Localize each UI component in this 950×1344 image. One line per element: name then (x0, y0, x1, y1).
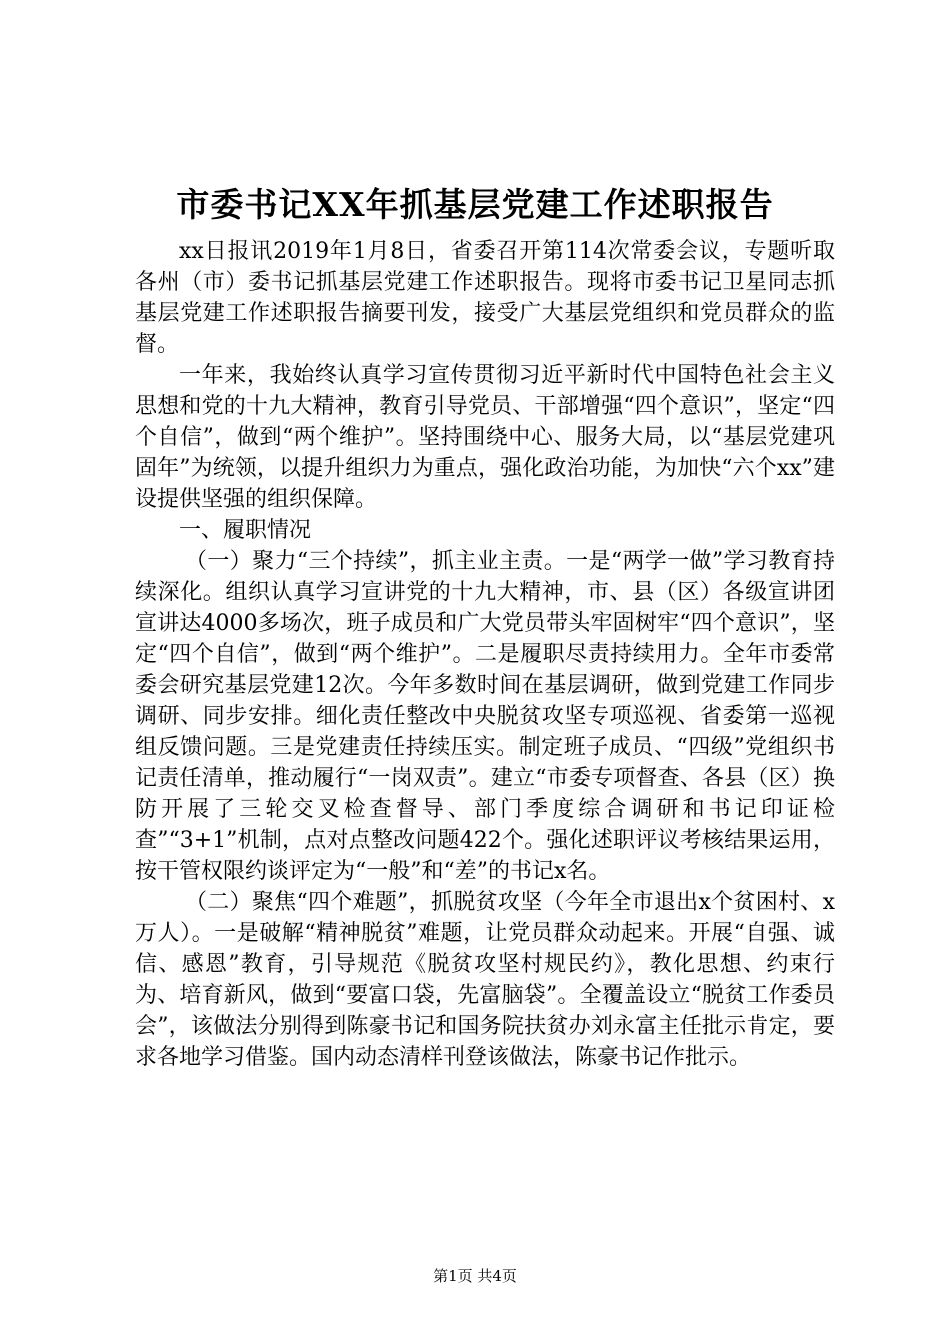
paragraph-section-one: （一）聚力“三个持续”，抓主业主责。一是“两学一做”学习教育持续深化。组织认真学习宣讲党的十九大精神，市、县（区）各级宣讲团宣讲达4000多场次，班子成员和广大党员带头牢固树牢“四个意识”，坚定“四个自信”，做到“两个维护”。二是履职尽责持续用力。全年市委常委会研究基层党建12次。今年多数时间在基层调研，做到党建工作同步调研、同步安排。细化责任整改中央脱贫攻坚专项巡视、省委第一巡视组反馈问题。三是党建责任持续压实。制定班子成员、“四级”党组织书记责任清单，推动履行“一岗双责”。建立“市委专项督查、各县（区）换防开展了三轮交叉检查督导、部门季度综合调研和书记印证检查”“3+1”机制，点对点整改问题422个。强化述职评议考核结果运用，按干管权限约谈评定为“一般”和“差”的书记x名。 (135, 549, 835, 884)
document-title: 市委书记XX年抓基层党建工作述职报告 (176, 185, 774, 224)
page-number-footer: 第1页 共4页 (433, 1267, 517, 1285)
document-body (135, 236, 835, 1073)
section-heading-duty: 一、履职情况 (179, 518, 312, 543)
paragraph-intro: xx日报讯2019年1月8日，省委召开第114次常委会议，专题听取各州（市）委书记抓基层党建工作述职报告。现将市委书记卫星同志抓基层党建工作述职报告摘要刊发，接受广大基层党组织和党员群众的监督。 (135, 239, 835, 357)
paragraph-section-two: （二）聚焦“四个难题”，抓脱贫攻坚（今年全市退出x个贫困村、x万人）。一是破解“精神脱贫”难题，让党员群众动起来。开展“自强、诚信、感恩”教育，引导规范《脱贫攻坚村规民约》，教化思想、约束行为、培育新风，做到“要富口袋，先富脑袋”。全覆盖设立“脱贫工作委员会”，该做法分别得到陈豪书记和国务院扶贫办刘永富主任批示肯定，要求各地学习借鉴。国内动态清样刊登该做法，陈豪书记作批示。 (135, 890, 835, 1070)
paragraph-overview: 一年来，我始终认真学习宣传贯彻习近平新时代中国特色社会主义思想和党的十九大精神，教育引导党员、干部增强“四个意识”，坚定“四个自信”，做到“两个维护”。坚持围绕中心、服务大局，以“基层党建巩固年”为统领，以提升组织力为重点，强化政治功能，为加快“六个xx”建设提供坚强的组织保障。 (135, 363, 835, 512)
